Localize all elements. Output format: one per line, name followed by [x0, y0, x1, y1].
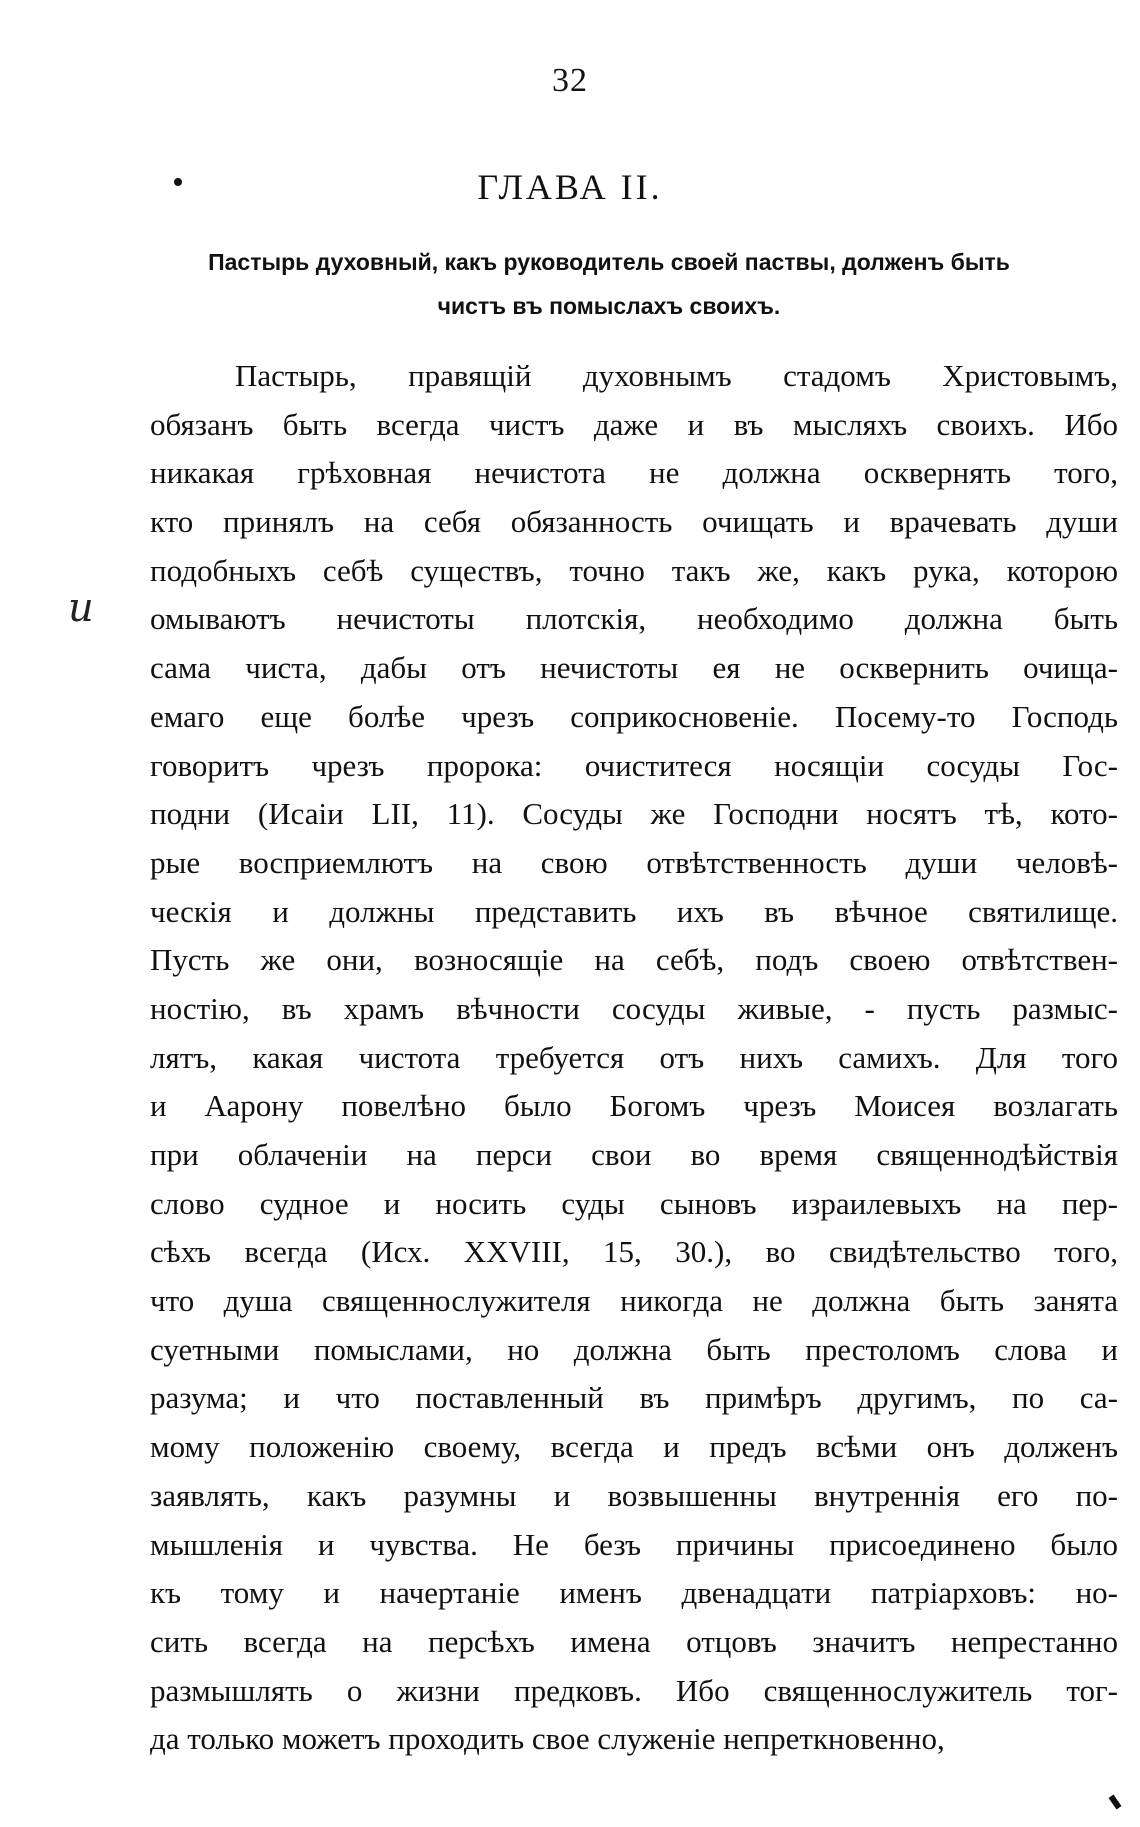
body-text	[150, 352, 1118, 1764]
text-line: лятъ, какая чистота требуется отъ нихъ самихъ. Для того	[150, 1039, 1118, 1075]
chapter-title: ГЛАВА II.	[477, 167, 663, 207]
text-line: сѣхъ всегда (Исх. XXVIII, 15, 30.), во свидѣтельство того,	[150, 1234, 1118, 1270]
text-line: емаго еще болѣе чрезъ соприкосновеніе. Посему-то Господь	[150, 698, 1118, 734]
text-line: ностію, въ храмъ вѣчности сосуды живые, - пусть размыс-	[150, 990, 1118, 1026]
text-line: при облаченіи на перси свои во время священнодѣйствія	[150, 1137, 1118, 1172]
page-number: 32	[552, 62, 588, 99]
text-line: обязанъ быть всегда чистъ даже и въ мысляхъ своихъ. Ибо	[150, 406, 1118, 442]
text-line: говоритъ чрезъ пророка: очиститеся носящіи сосуды Гос-	[150, 747, 1118, 783]
corner-mark	[1109, 1795, 1122, 1810]
text-line: да только можетъ проходить свое служеніе непреткновенно,	[150, 1721, 945, 1757]
text-line: подни (Исаіи LII, 11). Сосуды же Господни носятъ тѣ, кото-	[150, 796, 1118, 832]
text-line: заявлять, какъ разумны и возвышенны внутреннія его по-	[150, 1477, 1118, 1513]
subtitle-line: Пастырь духовный, какъ руководитель своей паствы, долженъ быть	[208, 249, 1010, 275]
text-line: что душа священнослужителя никогда не должна быть занята	[150, 1283, 1118, 1319]
margin-note: и	[68, 585, 94, 631]
text-line: суетными помыслами, но должна быть престоломъ слова и	[150, 1331, 1118, 1367]
text-line: подобныхъ себѣ существъ, точно такъ же, какъ рука, которою	[150, 552, 1118, 588]
text-line: Пастырь, правящій духовнымъ стадомъ Христовымъ,	[235, 358, 1118, 393]
text-line: слово судное и носить суды сыновъ израилевыхъ на пер-	[150, 1185, 1118, 1221]
subtitle-line: чистъ въ помыслахъ своихъ.	[437, 293, 781, 319]
text-line: сить всегда на персѣхъ имена отцовъ значитъ непрестанно	[150, 1623, 1118, 1659]
text-line: ческія и должны представить ихъ въ вѣчное святилище.	[150, 893, 1118, 929]
text-line: кто принялъ на себя обязанность очищать и врачевать души	[150, 504, 1118, 540]
text-line: омываютъ нечистоты плотскія, необходимо должна быть	[150, 601, 1118, 637]
text-line: сама чиста, дабы отъ нечистоты ея не осквернить очища-	[150, 650, 1118, 686]
text-line: размышлять о жизни предковъ. Ибо священнослужитель тог-	[150, 1672, 1118, 1708]
text-line: рые восприемлютъ на свою отвѣтственность души человѣ-	[150, 844, 1118, 880]
text-line: мому положенію своему, всегда и предъ всѣми онъ долженъ	[150, 1429, 1118, 1465]
text-line: никакая грѣховная нечистота не должна осквернять того,	[150, 455, 1118, 491]
text-line: къ тому и начертаніе именъ двенадцати патріарховъ: но-	[150, 1575, 1118, 1611]
text-line: мышленія и чувства. Не безъ причины присоединено было	[150, 1526, 1118, 1562]
chapter-subtitle	[150, 240, 1068, 328]
text-line: разума; и что поставленный въ примѣръ другимъ, по са-	[150, 1380, 1118, 1416]
text-line: и Аарону повелѣно было Богомъ чрезъ Моисея возлагать	[150, 1088, 1118, 1124]
text-line: Пусть же они, возносящіе на себѣ, подъ своею отвѣтствен-	[150, 942, 1118, 978]
